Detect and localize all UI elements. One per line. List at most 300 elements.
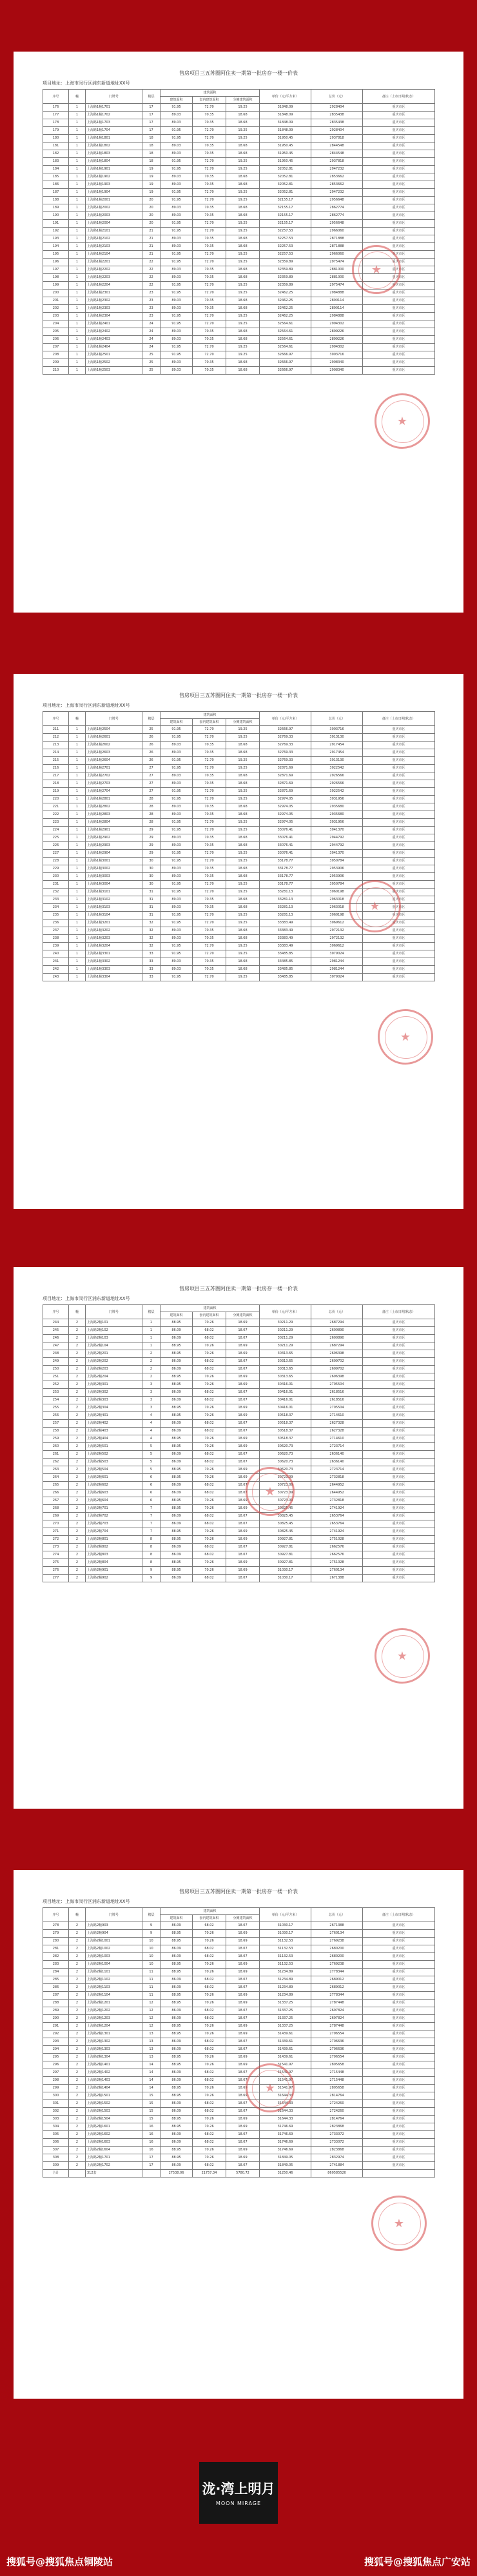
table-row <box>43 1319 435 1327</box>
column-header: 门牌号 <box>86 712 142 726</box>
table-cell: 上海路1幢3202 <box>86 927 142 935</box>
table-cell: 32769.33 <box>260 749 311 757</box>
table-cell: 2 <box>69 2116 86 2123</box>
table-cell: 2 <box>69 1497 86 1505</box>
table-cell: 70.35 <box>193 336 226 344</box>
table-cell: 257 <box>43 1420 69 1428</box>
table-cell: 32666.97 <box>260 359 311 367</box>
table-cell: 3003716 <box>311 351 363 359</box>
table-row <box>43 842 435 850</box>
table-cell: 31234.89 <box>260 1976 311 1984</box>
table-cell: 88.95 <box>161 2061 193 2069</box>
table-row <box>43 850 435 858</box>
table-cell: 重庆市区 <box>363 974 435 981</box>
table-cell: 32462.25 <box>260 305 311 313</box>
table-cell: 88.95 <box>161 1412 193 1420</box>
table-cell: 89.03 <box>161 328 193 336</box>
table-cell: 89.03 <box>161 834 193 842</box>
table-cell: 重庆市区 <box>363 328 435 336</box>
table-cell: 15 <box>142 2108 161 2116</box>
table-row <box>43 1551 435 1559</box>
table-cell: 72.70 <box>193 282 226 290</box>
table-cell: 33383.49 <box>260 943 311 950</box>
table-cell: 253 <box>43 1389 69 1397</box>
table-cell: 86.09 <box>161 2015 193 2023</box>
table-cell: 31234.89 <box>260 1969 311 1976</box>
table-cell: 18.07 <box>226 1922 260 1930</box>
table-cell: 18.69 <box>226 1497 260 1505</box>
table-cell: 19 <box>142 181 161 189</box>
table-row <box>43 2007 435 2015</box>
table-cell: 18.68 <box>226 297 260 305</box>
document-page-1 <box>14 52 463 613</box>
table-cell: 68.02 <box>193 2046 226 2054</box>
table-cell: 2972132 <box>311 935 363 943</box>
table-cell: 186 <box>43 181 69 189</box>
table-cell: 89.03 <box>161 212 193 220</box>
table-cell: 13 <box>142 2054 161 2061</box>
table-cell: 180 <box>43 135 69 143</box>
table-cell: 重庆市区 <box>363 2139 435 2147</box>
table-cell: 重庆市区 <box>363 757 435 765</box>
table-cell: 1 <box>69 896 86 904</box>
table-cell: 重庆市区 <box>363 966 435 974</box>
table-cell: 2 <box>69 2123 86 2131</box>
table-cell: 305 <box>43 2131 69 2139</box>
table-row <box>43 166 435 173</box>
table-cell: 上海路1幢3004 <box>86 881 142 889</box>
table-cell: 72.70 <box>193 950 226 958</box>
table-cell: 30518.37 <box>260 1435 311 1443</box>
table-cell: 上海路1幢1904 <box>86 189 142 197</box>
table-cell: 重庆市区 <box>363 1474 435 1482</box>
table-cell: 70.35 <box>193 780 226 788</box>
table-cell: 2 <box>69 2100 86 2108</box>
table-cell: 91.95 <box>161 757 193 765</box>
table-cell: 上海路2幢201 <box>86 1350 142 1358</box>
table-cell: 70.35 <box>193 834 226 842</box>
table-cell: 重庆市区 <box>363 1443 435 1451</box>
table-cell: 860585520 <box>311 2170 363 2178</box>
table-cell: 18.69 <box>226 1969 260 1976</box>
table-cell: 上海路1幢1704 <box>86 127 142 135</box>
table-row <box>43 919 435 927</box>
table-cell: 18.69 <box>226 1992 260 2000</box>
table-cell: 2 <box>69 1466 86 1474</box>
table-cell: 2705504 <box>311 1404 363 1412</box>
table-cell: 72.70 <box>193 189 226 197</box>
table-cell: 29 <box>142 842 161 850</box>
table-cell: 1 <box>69 274 86 282</box>
table-cell: 2600890 <box>311 1335 363 1342</box>
table-cell: 72.70 <box>193 344 226 351</box>
table-cell: 86.09 <box>161 2038 193 2046</box>
table-cell: 2 <box>69 1319 86 1327</box>
table-cell: 24 <box>142 328 161 336</box>
table-cell: 2832974 <box>311 2154 363 2162</box>
table-cell: 2 <box>69 1520 86 1528</box>
table-cell: 86.09 <box>161 1366 193 1373</box>
table-cell: 31644.33 <box>260 2108 311 2116</box>
table-cell: 6 <box>142 1482 161 1490</box>
table-cell: 33485.85 <box>260 974 311 981</box>
table-cell: 184 <box>43 166 69 173</box>
table-cell: 4 <box>142 1428 161 1435</box>
table-cell: 207 <box>43 344 69 351</box>
table-cell: 2862774 <box>311 212 363 220</box>
table-cell: 18.07 <box>226 1327 260 1335</box>
table-cell: 3022542 <box>311 788 363 796</box>
table-cell: 上海路2幢102 <box>86 1327 142 1335</box>
table-cell: 重庆市区 <box>363 819 435 827</box>
table-cell: 32462.25 <box>260 297 311 305</box>
table-cell: 239 <box>43 943 69 950</box>
table-cell: 86.09 <box>161 1490 193 1497</box>
table-cell: 70.35 <box>193 297 226 305</box>
table-cell: 2644952 <box>311 1482 363 1490</box>
table-cell: 1 <box>69 803 86 811</box>
table-cell: 223 <box>43 819 69 827</box>
table-cell: 重庆市区 <box>363 811 435 819</box>
table-cell: 88.95 <box>161 1350 193 1358</box>
table-cell: 70.35 <box>193 173 226 181</box>
table-cell: 18.68 <box>226 803 260 811</box>
table-cell: 70.26 <box>193 1466 226 1474</box>
table-cell: 212 <box>43 734 69 742</box>
table-cell: 重庆市区 <box>363 780 435 788</box>
table-cell: 33178.77 <box>260 881 311 889</box>
table-cell: 3079024 <box>311 974 363 981</box>
table-row <box>43 2077 435 2085</box>
table-cell: 31234.89 <box>260 1992 311 2000</box>
table-cell: 重庆市区 <box>363 243 435 251</box>
table-cell: 1 <box>69 842 86 850</box>
table-cell: 12 <box>142 2007 161 2015</box>
table-cell: 91.95 <box>161 320 193 328</box>
table-cell: 重庆市区 <box>363 1466 435 1474</box>
table-row <box>43 2023 435 2030</box>
table-cell: 1 <box>69 290 86 297</box>
table-cell: 上海路1幢2801 <box>86 796 142 803</box>
table-cell: 2706636 <box>311 2038 363 2046</box>
table-cell: 19.25 <box>226 259 260 266</box>
table-row <box>43 305 435 313</box>
table-cell: 70.26 <box>193 1567 226 1575</box>
table-cell: 2 <box>69 1559 86 1567</box>
table-cell: 30723.09 <box>260 1474 311 1482</box>
table-cell: 上海路1幢2702 <box>86 772 142 780</box>
table-cell: 2662576 <box>311 1551 363 1559</box>
table-cell: 33178.77 <box>260 865 311 873</box>
table-cell: 重庆市区 <box>363 2085 435 2092</box>
table-cell: 192 <box>43 228 69 235</box>
table-cell: 89.03 <box>161 865 193 873</box>
table-cell: 31 <box>142 896 161 904</box>
table-cell: 2881000 <box>311 266 363 274</box>
table-cell: 重庆市区 <box>363 119 435 127</box>
table-cell: 2 <box>69 1358 86 1366</box>
table-cell: 2899226 <box>311 336 363 344</box>
table-cell: 68.02 <box>193 2077 226 2085</box>
table-cell: 86.09 <box>161 1482 193 1490</box>
column-header: 序号 <box>43 712 69 726</box>
table-cell: 上海路2幢1002 <box>86 1945 142 1953</box>
table-cell: 上海路1幢2401 <box>86 320 142 328</box>
table-cell: 17 <box>142 104 161 112</box>
column-header: 单价（元/平方米） <box>260 712 311 726</box>
table-row <box>43 834 435 842</box>
table-cell: 18.69 <box>226 2147 260 2154</box>
table-cell: 15 <box>142 2092 161 2100</box>
table-cell: 19.25 <box>226 197 260 204</box>
sheet-address: 项目地址：上海市闵行区浦东新道地址XX号 <box>43 703 130 708</box>
table-cell: 70.35 <box>193 811 226 819</box>
table-cell: 2 <box>69 1389 86 1397</box>
table-row <box>43 328 435 336</box>
table-cell: 31439.61 <box>260 2054 311 2061</box>
table-row <box>43 351 435 359</box>
table-cell: 上海路2幢101 <box>86 1319 142 1327</box>
column-subheader: 套内建筑面积 <box>193 719 226 726</box>
table-cell: 重庆市区 <box>363 2108 435 2116</box>
table-cell: 重庆市区 <box>363 1358 435 1366</box>
table-cell: 上海路2幢203 <box>86 1366 142 1373</box>
table-cell: 70.35 <box>193 181 226 189</box>
table-cell: 72.70 <box>193 765 226 772</box>
table-cell: 7 <box>142 1505 161 1513</box>
table-cell: 重庆市区 <box>363 2023 435 2030</box>
table-cell: 299 <box>43 2085 69 2092</box>
table-cell: 3013130 <box>311 757 363 765</box>
table-cell: 236 <box>43 919 69 927</box>
table-cell: 18.68 <box>226 834 260 842</box>
table-cell: 18.69 <box>226 1930 260 1938</box>
table-cell: 26 <box>142 749 161 757</box>
table-cell: 33281.13 <box>260 896 311 904</box>
table-cell: 5780.72 <box>226 2170 260 2178</box>
table-cell: 68.02 <box>193 2069 226 2077</box>
table-row <box>43 2131 435 2139</box>
table-cell: 重庆市区 <box>363 320 435 328</box>
table-cell: 1 <box>69 919 86 927</box>
table-cell: 2 <box>69 1443 86 1451</box>
table-cell: 26 <box>142 742 161 749</box>
table-cell: 19.25 <box>226 290 260 297</box>
table-cell: 2796554 <box>311 2030 363 2038</box>
table-row <box>43 259 435 266</box>
table-cell: 1 <box>69 150 86 158</box>
table-cell: 89.03 <box>161 958 193 966</box>
table-cell: 上海路1幢2404 <box>86 344 142 351</box>
table-cell: 25 <box>142 351 161 359</box>
table-cell: 89.03 <box>161 297 193 305</box>
column-subheader: 套内建筑面积 <box>193 1312 226 1319</box>
table-cell: 250 <box>43 1366 69 1373</box>
table-cell: 89.03 <box>161 803 193 811</box>
table-cell: 91.95 <box>161 228 193 235</box>
table-cell: 31 <box>142 912 161 919</box>
table-cell: 重庆市区 <box>363 2154 435 2162</box>
table-cell: 88.95 <box>161 2023 193 2030</box>
table-row <box>43 367 435 375</box>
table-cell: 70.35 <box>193 896 226 904</box>
table-row <box>43 1435 435 1443</box>
table-cell: 1 <box>69 189 86 197</box>
table-cell: 72.70 <box>193 943 226 950</box>
table-cell: 88.95 <box>161 1505 193 1513</box>
table-cell: 重庆市区 <box>363 266 435 274</box>
table-cell: 1 <box>69 765 86 772</box>
table-cell: 上海路2幢402 <box>86 1420 142 1428</box>
table-cell: 重庆市区 <box>363 734 435 742</box>
table-cell: 226 <box>43 842 69 850</box>
table-cell: 72.70 <box>193 313 226 320</box>
table-cell: 2 <box>69 1482 86 1490</box>
table-cell: 9 <box>142 1567 161 1575</box>
table-row <box>43 1575 435 1582</box>
table-cell: 68.02 <box>193 1451 226 1459</box>
table-cell: 2696398 <box>311 1373 363 1381</box>
table-cell: 89.03 <box>161 966 193 974</box>
sheet-title: 售房项目三五苏圈阿住卖一期第一批房存一楼一价表 <box>179 70 298 76</box>
table-cell: 重庆市区 <box>363 1930 435 1938</box>
table-cell: 重庆市区 <box>363 336 435 344</box>
table-cell: 33383.49 <box>260 927 311 935</box>
table-row <box>43 2100 435 2108</box>
table-cell: 224 <box>43 827 69 834</box>
table-cell: 上海路2幢1603 <box>86 2139 142 2147</box>
table-cell: 18.07 <box>226 1945 260 1953</box>
table-cell: 18.68 <box>226 243 260 251</box>
table-cell: 上海路1幢2001 <box>86 197 142 204</box>
table-cell: 72.70 <box>193 881 226 889</box>
table-cell: 上海路2幢601 <box>86 1474 142 1482</box>
table-cell: 重庆市区 <box>363 788 435 796</box>
table-cell: 263 <box>43 1466 69 1474</box>
table-cell: 204 <box>43 320 69 328</box>
table-cell: 18.68 <box>226 966 260 974</box>
table-cell: 18 <box>142 158 161 166</box>
table-cell: 86.09 <box>161 1513 193 1520</box>
table-cell: 31848.09 <box>260 112 311 119</box>
table-cell: 2741924 <box>311 1505 363 1513</box>
table-cell: 2 <box>69 1451 86 1459</box>
table-cell: 2 <box>142 1373 161 1381</box>
table-cell: 2796554 <box>311 2054 363 2061</box>
table-cell: 30313.65 <box>260 1373 311 1381</box>
table-cell: 243 <box>43 974 69 981</box>
table-cell: 12 <box>142 2015 161 2023</box>
table-row <box>43 282 435 290</box>
table-cell: 72.70 <box>193 104 226 112</box>
table-cell: 88.95 <box>161 1435 193 1443</box>
table-cell: 重庆市区 <box>363 827 435 834</box>
table-cell: 86.09 <box>161 1389 193 1397</box>
table-cell: 89.03 <box>161 112 193 119</box>
table-cell: 91.95 <box>161 881 193 889</box>
table-cell: 上海路2幢1404 <box>86 2085 142 2092</box>
table-cell: 2 <box>69 1992 86 2000</box>
table-cell: 23 <box>142 290 161 297</box>
table-cell: 283 <box>43 1961 69 1969</box>
table-cell: 上海路1幢2701 <box>86 765 142 772</box>
table-row <box>43 1474 435 1482</box>
column-subheader: 套内建筑面积 <box>193 97 226 104</box>
table-row <box>43 1497 435 1505</box>
table-cell: 27 <box>142 780 161 788</box>
table-cell: 32564.61 <box>260 344 311 351</box>
table-row <box>43 235 435 243</box>
table-cell: 89.03 <box>161 143 193 150</box>
table-cell: 上海路1幢2703 <box>86 780 142 788</box>
table-row <box>43 243 435 251</box>
table-cell: 3069612 <box>311 943 363 950</box>
table-row <box>43 173 435 181</box>
table-cell: 2 <box>69 1528 86 1536</box>
table-cell: 33485.85 <box>260 950 311 958</box>
table-cell: 214 <box>43 749 69 757</box>
table-cell: 上海路2幢1504 <box>86 2116 142 2123</box>
table-cell: 70.26 <box>193 1961 226 1969</box>
table-cell: 18.69 <box>226 2092 260 2100</box>
table-cell: 13 <box>142 2030 161 2038</box>
table-cell: 72.70 <box>193 726 226 734</box>
table-cell: 31950.45 <box>260 135 311 143</box>
table-cell: 上海路2幢1201 <box>86 2000 142 2007</box>
table-cell: 30927.81 <box>260 1559 311 1567</box>
table-cell: 18.69 <box>226 2116 260 2123</box>
table-cell: 254 <box>43 1397 69 1404</box>
table-cell: 18.07 <box>226 1490 260 1497</box>
table-row <box>43 1953 435 1961</box>
table-cell: 16 <box>142 2147 161 2154</box>
table-cell: 重庆市区 <box>363 112 435 119</box>
table-cell: 上海路2幢1203 <box>86 2015 142 2023</box>
table-cell: 258 <box>43 1428 69 1435</box>
table-cell: 32052.81 <box>260 166 311 173</box>
table-row <box>43 811 435 819</box>
table-cell: 18.07 <box>226 1428 260 1435</box>
table-cell: 30211.29 <box>260 1319 311 1327</box>
table-cell: 70.35 <box>193 772 226 780</box>
table-cell: 2 <box>69 1490 86 1497</box>
table-cell: 32974.05 <box>260 811 311 819</box>
table-cell: 86.09 <box>161 1327 193 1335</box>
table-cell: 298 <box>43 2077 69 2085</box>
table-cell: 上海路1幢3102 <box>86 896 142 904</box>
table-cell: 2805658 <box>311 2061 363 2069</box>
table-cell: 27538.06 <box>161 2170 193 2178</box>
table-cell: 68.02 <box>193 2162 226 2170</box>
table-cell: 72.70 <box>193 788 226 796</box>
table-cell: 上海路2幢803 <box>86 1551 142 1559</box>
table-cell: 72.70 <box>193 251 226 259</box>
column-header: 序号 <box>43 90 69 104</box>
table-cell: 248 <box>43 1350 69 1358</box>
table-cell: 271 <box>43 1528 69 1536</box>
table-row <box>43 1381 435 1389</box>
table-row <box>43 2085 435 2092</box>
table-cell: 18.68 <box>226 274 260 282</box>
table-cell: 3 <box>142 1404 161 1412</box>
table-cell: 2 <box>69 1459 86 1466</box>
table-cell: 重庆市区 <box>363 204 435 212</box>
table-cell: 201 <box>43 297 69 305</box>
table-cell: 重庆市区 <box>363 1969 435 1976</box>
table-cell: 18.69 <box>226 1319 260 1327</box>
table-cell: 18.07 <box>226 1420 260 1428</box>
table-cell: 210 <box>43 367 69 375</box>
